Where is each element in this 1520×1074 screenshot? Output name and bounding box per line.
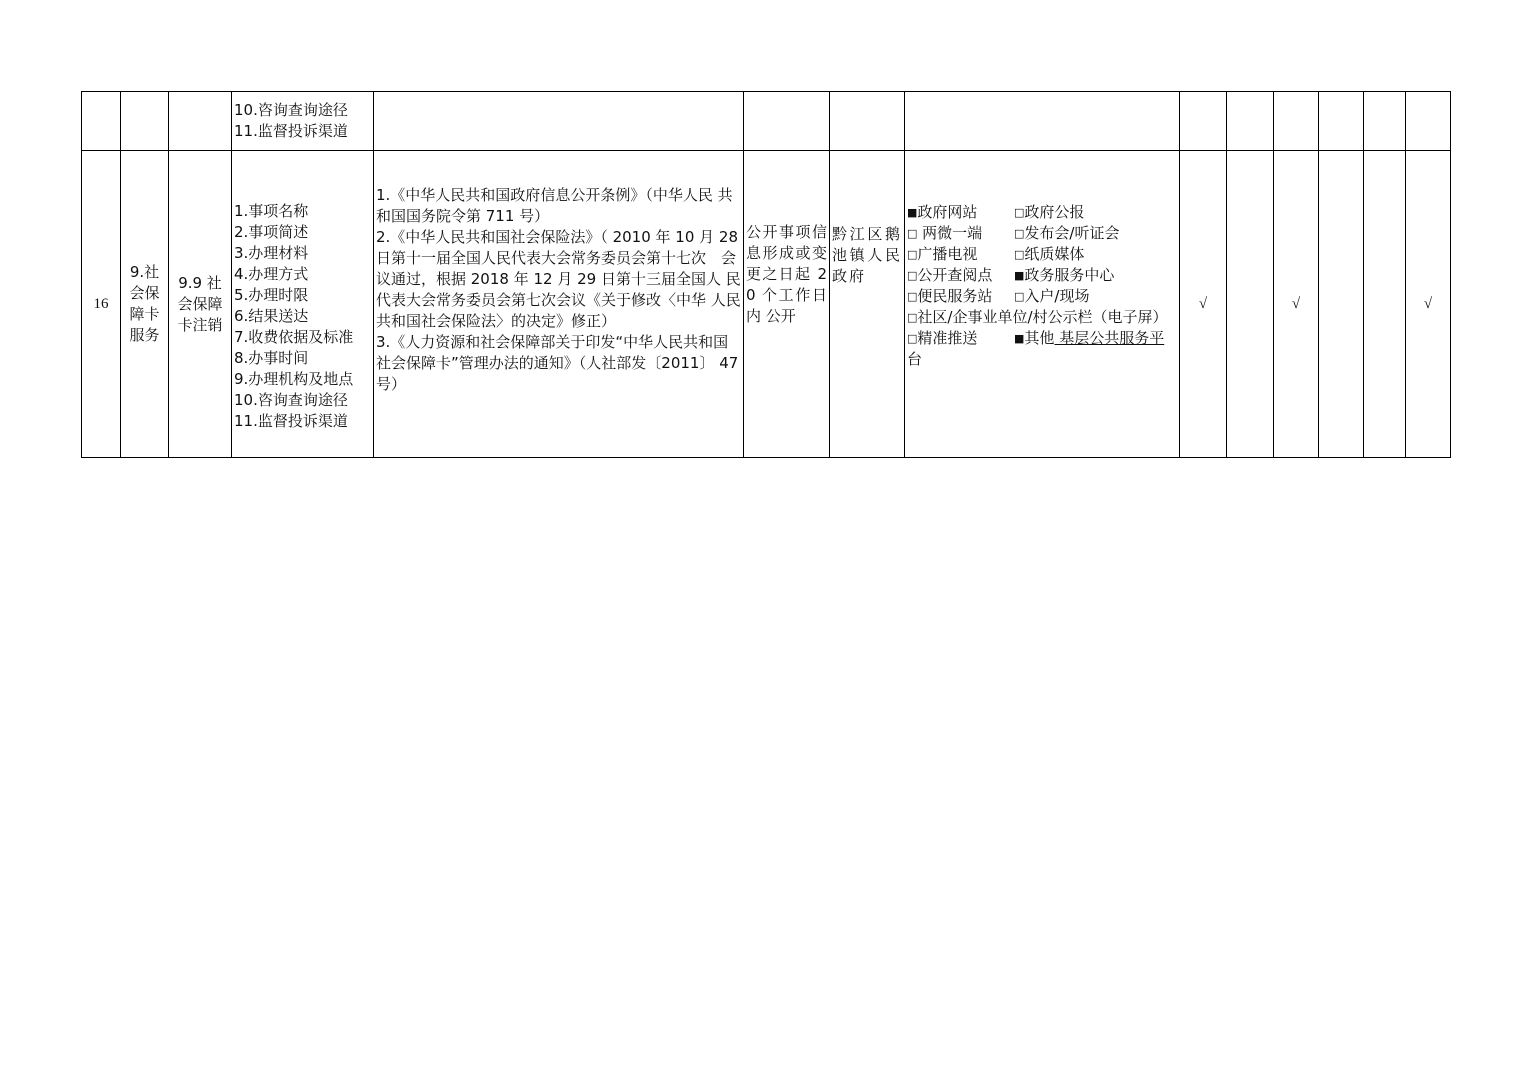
channel-row <box>907 244 1177 265</box>
cell-row-number: 16 <box>82 151 121 458</box>
channel-label: 两微一端 <box>917 224 983 242</box>
cell-organization <box>830 151 905 458</box>
cell-mark-empty <box>1319 92 1364 151</box>
channel-label: 精准推送 <box>917 329 978 347</box>
channel-label: 政府公报 <box>1024 203 1085 221</box>
checkbox-icon: □ <box>907 290 918 303</box>
cell-basis-empty <box>374 92 744 151</box>
cell-time-empty <box>744 92 830 151</box>
channel-row-wide <box>907 307 1177 328</box>
checkbox-icon: □ <box>1014 206 1025 219</box>
channel-label: 便民服务站 <box>917 287 993 305</box>
cell-channels <box>905 151 1180 458</box>
channel-label: 广播电视 <box>917 245 978 263</box>
organization-text: 黔江区鹅池镇人民政府 <box>832 225 902 285</box>
cell-mark-4 <box>1319 151 1364 458</box>
item-line: 11.监督投诉渠道 <box>234 411 348 430</box>
cell-mark-empty <box>1227 92 1274 151</box>
channel-label: 公开查阅点 <box>917 266 993 284</box>
checkbox-icon: □ <box>1014 290 1025 303</box>
cell-org-empty <box>830 92 905 151</box>
table-row-continued <box>82 92 1451 151</box>
item-line: 9.办理机构及地点 <box>234 369 354 388</box>
cell-items <box>232 151 374 458</box>
cell-mark-empty <box>1180 92 1227 151</box>
channel-row <box>907 202 1177 223</box>
cell-legal-basis <box>374 151 744 458</box>
checkbox-icon: □ <box>907 269 918 282</box>
cell-mark-3: √ <box>1274 151 1319 458</box>
channel-row <box>907 265 1177 286</box>
channel-row <box>907 286 1177 307</box>
item-line: 1.事项名称 <box>234 201 309 220</box>
item-line: 10.咨询查询途径 <box>234 101 348 119</box>
cell-channels-empty <box>905 92 1180 151</box>
checkbox-icon: ■ <box>907 206 918 219</box>
channel-label: 政府网站 <box>917 203 978 221</box>
cell-subcategory: 9.9 社会保障卡注销 <box>169 151 232 458</box>
item-line: 3.办理材料 <box>234 243 309 262</box>
item-line: 10.咨询查询途径 <box>234 390 348 409</box>
cell-mark-2 <box>1227 151 1274 458</box>
cell-mark-empty <box>1406 92 1451 151</box>
item-line: 7.收费依据及标准 <box>234 327 354 346</box>
item-line: 2.事项简述 <box>234 222 309 241</box>
channel-label: 其他 <box>1024 329 1055 347</box>
checkbox-icon: □ <box>1014 227 1025 240</box>
basis-line: 2.《中华人民共和国社会保险法》（ 2010 年 10 月 28 日第十一届全国人民代表大会常务委员会第十七次 会议通过，根据 2018 年 12 月 29 日第十三届全国人 民代表大会常务委员会第七次会议《关于修改〈中华 人民共和国社会保险法〉的决定》修正） <box>376 228 741 330</box>
checkbox-icon: □ <box>907 248 918 261</box>
cell-items-continued <box>232 92 374 151</box>
cell-time-limit <box>744 151 830 458</box>
time-limit-text: 公开事项信息形成或变更之日起 20 个工作日内 公开 <box>746 222 827 325</box>
cell-mark-1: √ <box>1180 151 1227 458</box>
item-line: 11.监督投诉渠道 <box>234 122 348 140</box>
cell-mark-empty <box>1274 92 1319 151</box>
basis-line: 3.《人力资源和社会保障部关于印发“中华人民共和国社会保障卡”管理办法的通知》（人社部发〔2011〕 47 号） <box>376 333 739 393</box>
channel-row-last <box>907 328 1177 349</box>
channel-label: 发布会/听证会 <box>1024 224 1120 242</box>
checkbox-icon: □ <box>907 311 918 324</box>
checkbox-icon: ■ <box>1014 269 1025 282</box>
disclosure-table <box>81 91 1451 458</box>
channel-label: 政务服务中心 <box>1024 266 1115 284</box>
cell-no-empty <box>82 92 121 151</box>
cell-mark-6: √ <box>1406 151 1451 458</box>
basis-line: 1.《中华人民共和国政府信息公开条例》（中华人民 共和国国务院令第 711 号） <box>376 186 733 225</box>
channel-row <box>907 223 1177 244</box>
item-line: 4.办理方式 <box>234 264 309 283</box>
item-line: 6.结果送达 <box>234 306 309 325</box>
cell-mark-5 <box>1364 151 1406 458</box>
channel-other-tail: 台 <box>907 350 923 368</box>
cell-category-empty <box>121 92 169 151</box>
checkbox-icon: □ <box>907 332 918 345</box>
channel-label: 入户/现场 <box>1024 287 1090 305</box>
channel-other-value: 基层公共服务平 <box>1054 329 1165 347</box>
cell-mark-empty <box>1364 92 1406 151</box>
checkbox-icon: □ <box>907 227 918 240</box>
channel-label: 社区/企事业单位/村公示栏（电子屏） <box>917 308 1168 326</box>
cell-subcategory-empty <box>169 92 232 151</box>
cell-category: 9.社会保障卡服务 <box>121 151 169 458</box>
item-line: 5.办理时限 <box>234 285 309 304</box>
checkbox-icon: ■ <box>1014 332 1025 345</box>
item-line: 8.办事时间 <box>234 348 309 367</box>
checkbox-icon: □ <box>1014 248 1025 261</box>
channel-label: 纸质媒体 <box>1024 245 1085 263</box>
table-row <box>82 151 1451 458</box>
